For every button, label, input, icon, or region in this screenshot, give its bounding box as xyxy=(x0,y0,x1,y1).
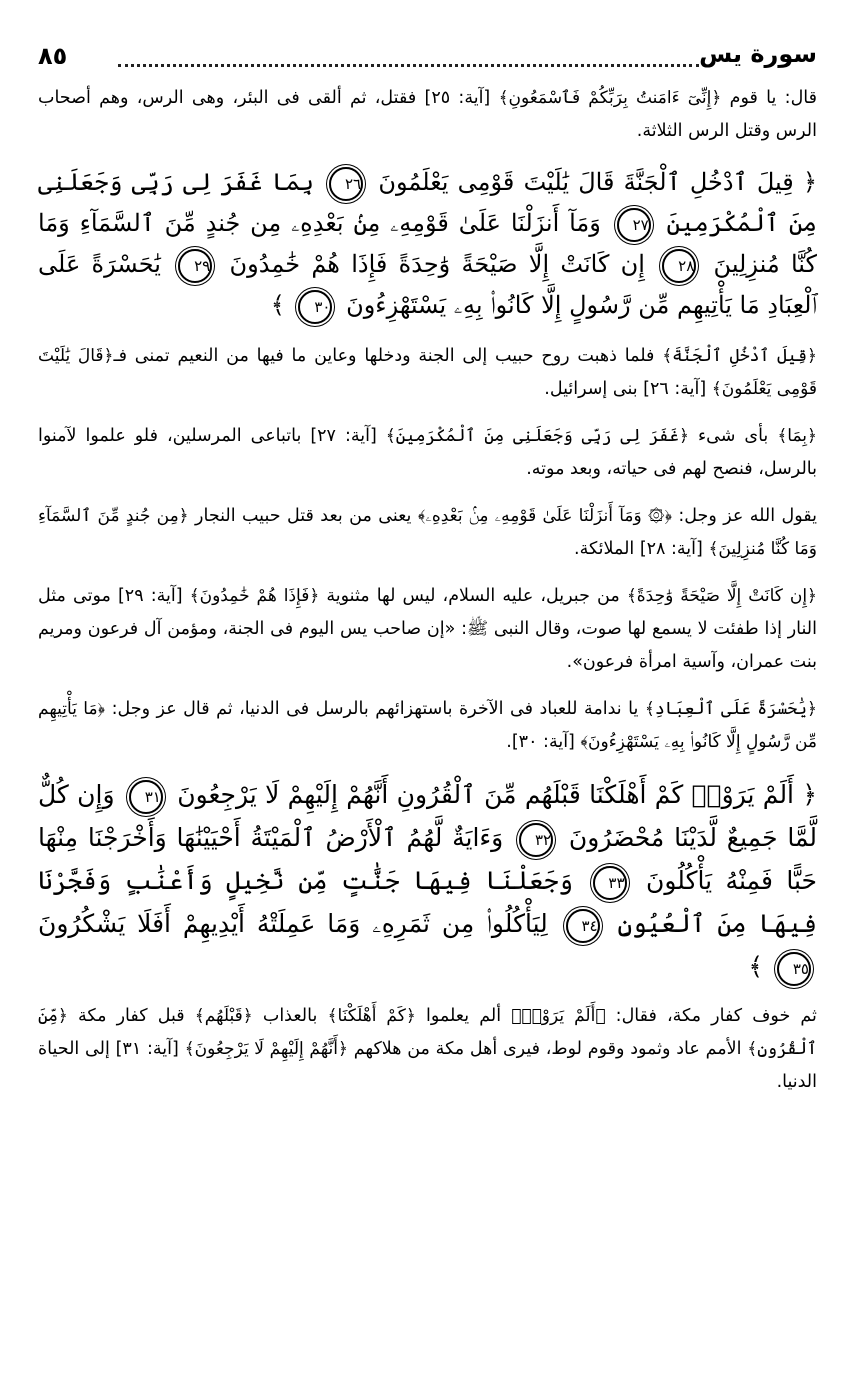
verse-26: قِيلَ ٱدْخُلِ ٱلْجَنَّةَ قَالَ يَٰلَيْتَ قَوْمِى يَعْلَمُونَ xyxy=(378,168,794,196)
text: الأمم عاد وثمود وقوم لوط، فيرى أهل مكة من هلاكهم xyxy=(353,1039,742,1059)
verse-number-medallion: ٢٧ xyxy=(617,208,651,242)
ornate-bracket: ﴿ xyxy=(802,168,817,196)
quran-quote: ﴿مِن جُندٍ مِّنَ ٱلسَّمَآءِ وَمَا كُنَّا مُنزِلِينَ﴾ xyxy=(38,506,817,559)
ornate-bracket: ﴾ xyxy=(748,952,764,981)
quran-quote: ﴿يَٰحَسْرَةً عَلَى ٱلْعِبَادِ﴾ xyxy=(644,699,817,719)
quran-quote: ﴿إِنِّىٓ ءَامَنتُ بِرَبِّكُمْ فَٱسْمَعُونِ﴾ xyxy=(498,88,722,108)
text: بالعذاب xyxy=(262,1006,318,1026)
text: بأى شىء xyxy=(697,426,769,446)
surah-title: سورة يس xyxy=(699,40,817,68)
commentary-paragraph-6 xyxy=(38,693,817,759)
text: [آية: ٢٩] موتى مثل النار إذا طفئت لا يسمع لها صوت، وقال النبى ﷺ: «إن صاحب يس اليوم فى الجنة، ومؤمن آل فرعون ومريم بنت عمران، وآسية امرأة فرعون». xyxy=(38,586,817,672)
verse-27: بِمَا غَفَرَ لِى رَبِّى وَجَعَلَنِى مِنَ ٱلْمُكْرَمِينَ xyxy=(38,168,817,237)
verse-number-medallion: ٣٥ xyxy=(777,952,811,986)
verse-number-medallion: ٣٠ xyxy=(298,290,332,324)
commentary-paragraph-4 xyxy=(38,500,817,566)
commentary-paragraph-3 xyxy=(38,420,817,486)
quran-quote: ﴿غَفَرَ لِى رَبِّى وَجَعَلَنِى مِنَ ٱلْمُكْرَمِينَ﴾ xyxy=(385,426,689,446)
text: ثم خوف كفار مكة، فقال: xyxy=(615,1006,817,1026)
quran-quote: ﴿أَنَّهُمْ إِلَيْهِمْ لَا يَرْجِعُونَ﴾ xyxy=(184,1039,348,1059)
verse-number-medallion: ٣١ xyxy=(129,780,163,814)
quran-quote: ﴿قَبْلَهُم﴾ xyxy=(194,1006,253,1026)
text: ألم يعلموا xyxy=(425,1006,502,1026)
running-header xyxy=(38,38,817,82)
text: يا ندامة للعباد فى الآخرة باستهزائهم بالرسل فى الدنيا، ثم قال عز وجل: xyxy=(111,699,639,719)
quran-quote: ﴿مِّنَ ٱلْقُرُونِ﴾ xyxy=(38,1006,817,1059)
verse-30: يَٰحَسْرَةً عَلَى ٱلْعِبَادِ مَا يَأْتِيهِم مِّن رَّسُولٍ إِلَّا كَانُوا۟ بِهِۦ يَسْتَهْزِءُونَ xyxy=(38,250,817,319)
quran-quote: ﴿بِمَا﴾ xyxy=(777,426,817,446)
quran-quote: ﴿قَالَ يَٰلَيْتَ قَوْمِى يَعْلَمُونَ﴾ xyxy=(38,346,817,399)
quran-verses-26-30 xyxy=(38,162,817,326)
verse-number-medallion: ٣٣ xyxy=(593,866,627,900)
quran-quote: ﴿مَا يَأْتِيهِم مِّن رَّسُولٍ إِلَّا كَانُوا۟ بِهِۦ يَسْتَهْزِءُونَ﴾ xyxy=(38,699,817,752)
page-number: ٨٥ xyxy=(38,42,68,70)
verse-number-medallion: ٣٢ xyxy=(519,823,553,857)
text: [آية: ٢٦] بنى إسرائيل. xyxy=(544,379,707,399)
text: يقول الله عز وجل: xyxy=(678,506,817,526)
verse-34: وَجَعَلْنَا فِيهَا جَنَّٰتٍ مِّن نَّخِيلٍ وَأَعْنَٰبٍ وَفَجَّرْنَا فِيهَا مِنَ ٱلْعُيُونِ xyxy=(38,866,817,938)
text: [آية: ٣٠]. xyxy=(506,732,575,752)
quran-quote: ﴿فَإِذَا هُمْ خَٰمِدُونَ﴾ xyxy=(189,586,320,606)
verse-33: وَءَايَةٌ لَّهُمُ ٱلْأَرْضُ ٱلْمَيْتَةُ أَحْيَيْنَٰهَا وَأَخْرَجْنَا مِنْهَا حَبًّا فَمِنْهُ يَأْكُلُونَ xyxy=(38,823,818,895)
text: يعنى من بعد قتل حبيب النجار xyxy=(195,506,412,526)
text: [آية: ٢٧] باتباعى المرسلين، فلو علموا لآمنوا بالرسل، فنصح لهم فى حياته، وبعد موته. xyxy=(38,426,817,479)
commentary-paragraph-5 xyxy=(38,580,817,679)
ornate-bracket: ﴾ xyxy=(270,291,285,319)
text: فلما ذهبت روح حبيب إلى الجنة ودخلها وعاين ما فيها من النعيم تمنى فـ xyxy=(113,346,655,366)
verse-35: لِيَأْكُلُوا۟ مِن ثَمَرِهِۦ وَمَا عَمِلَتْهُ أَيْدِيهِمْ أَفَلَا يَشْكُرُونَ xyxy=(38,909,548,938)
text: قال: يا قوم xyxy=(729,88,817,108)
verse-number-medallion: ٢٩ xyxy=(178,249,212,283)
quran-quote: ﴿أَلَمْ يَرَوْا۟﴾ xyxy=(511,1006,606,1026)
quran-quote: ﴿إِن كَانَتْ إِلَّا صَيْحَةً وَٰحِدَةً﴾ xyxy=(626,586,817,606)
quran-verses-31-35 xyxy=(38,773,817,988)
verse-31: أَلَمْ يَرَوْا۟ كَمْ أَهْلَكْنَا قَبْلَهُم مِّنَ ٱلْقُرُونِ أَنَّهُمْ إِلَيْهِمْ لَا يَرْجِعُونَ xyxy=(177,780,795,809)
text: من جبريل، عليه السلام، ليس لها مثنوية xyxy=(326,586,620,606)
quran-quote: ﴿كَمْ أَهْلَكْنَا﴾ xyxy=(327,1006,416,1026)
verse-number-medallion: ٢٨ xyxy=(662,249,696,283)
text: قبل كفار مكة xyxy=(78,1006,185,1026)
page xyxy=(38,38,817,1113)
verse-number-medallion: ٣٤ xyxy=(566,909,600,943)
verse-28: وَمَآ أَنزَلْنَا عَلَىٰ قَوْمِهِۦ مِنۢ بَعْدِهِۦ مِن جُندٍ مِّنَ ٱلسَّمَآءِ وَمَا كُنَّا مُنزِلِينَ xyxy=(38,209,817,278)
commentary-paragraph-7 xyxy=(38,1000,817,1099)
quran-quote: ﴿قِيلَ ٱدْخُلِ ٱلْجَنَّةَ﴾ xyxy=(662,346,817,366)
verse-29: إِن كَانَتْ إِلَّا صَيْحَةً وَٰحِدَةً فَإِذَا هُمْ خَٰمِدُونَ xyxy=(229,250,645,278)
verse-number-medallion: ٢٦ xyxy=(329,167,363,201)
text: [آية: ٢٥] فقتل، ثم ألقى فى البئر، وهى الرس، وهم أصحاب الرس وقتل الرس الثلاثة. xyxy=(38,88,817,141)
verse-32: وَإِن كُلٌّ لَّمَّا جَمِيعٌ لَّدَيْنَا مُحْضَرُونَ xyxy=(38,780,818,852)
ornate-bracket: ﴿ xyxy=(802,780,817,809)
leader-dots xyxy=(118,64,699,67)
quran-quote: ﴿۞ وَمَآ أَنزَلْنَا عَلَىٰ قَوْمِهِۦ مِنۢ بَعْدِهِۦ﴾ xyxy=(417,506,672,526)
text: [آية: ٢٨] الملائكة. xyxy=(574,539,703,559)
commentary-paragraph-1 xyxy=(38,82,817,148)
text: [آية: ٣١] إلى الحياة الدنيا. xyxy=(38,1039,817,1092)
commentary-paragraph-2 xyxy=(38,340,817,406)
